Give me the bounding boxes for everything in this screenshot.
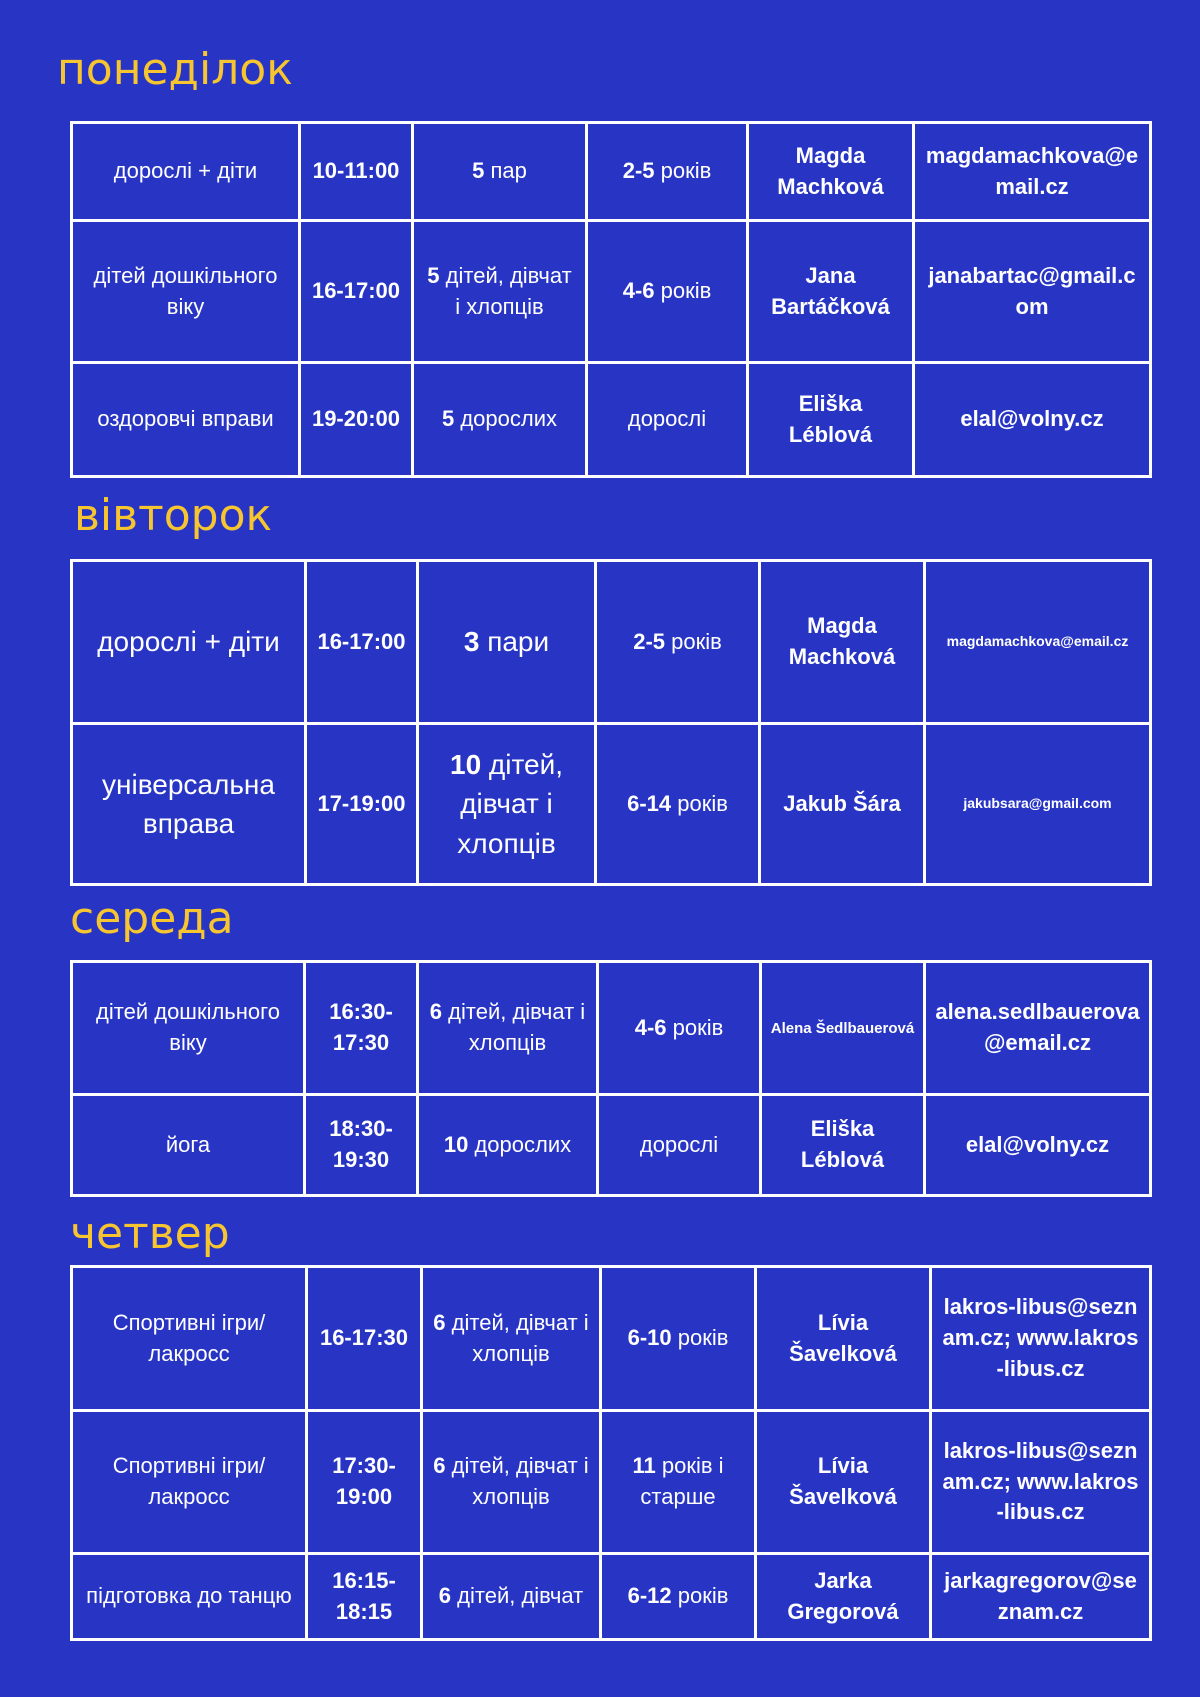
group-cell: дорослі + діти [72, 561, 306, 724]
capacity-text: дітей, дівчат і хлопців [439, 262, 572, 319]
schedule-table-tuesday [70, 559, 1152, 886]
group-cell: підготовка до танцю [72, 1554, 307, 1640]
time-cell: 16-17:00 [300, 221, 413, 363]
group-cell: дітей дошкільного віку [72, 221, 300, 363]
capacity-cell [418, 561, 596, 724]
time-cell: 16-17:00 [306, 561, 418, 724]
capacity-text: дорослих [468, 1131, 572, 1157]
age-number: 4-6 [634, 1014, 667, 1040]
capacity-cell [418, 724, 596, 885]
table-row [72, 561, 1151, 724]
email-cell: janabartac@gmail.com [914, 221, 1151, 363]
capacity-number: 5 [441, 406, 455, 432]
capacity-number: 10 [450, 749, 482, 781]
table-row [72, 1554, 1151, 1640]
age-number: 11 [632, 1453, 656, 1479]
age-text: років і старше [640, 1453, 724, 1509]
email-cell: magdamachkova@email.cz [925, 561, 1151, 724]
age-text: років [671, 1583, 729, 1609]
age-number: 6-14 [627, 790, 672, 816]
group-cell: Спортивні ігри/ лакросс [72, 1267, 307, 1411]
age-text: років [666, 1014, 724, 1040]
day-title-thursday: четвер [70, 1208, 230, 1259]
instructor-cell: Magda Machková [748, 123, 914, 221]
capacity-text: дітей, дівчат і хлопців [442, 999, 586, 1055]
age-cell [587, 363, 748, 477]
capacity-cell [418, 1095, 598, 1196]
table-row [72, 962, 1151, 1095]
email-cell: alena.sedlbauerova@email.cz [925, 962, 1151, 1095]
age-number: 2-5 [622, 158, 655, 184]
age-text: років [671, 790, 728, 816]
table-row [72, 363, 1151, 477]
time-cell: 19-20:00 [300, 363, 413, 477]
capacity-number: 3 [463, 626, 480, 658]
time-cell: 16:15-18:15 [307, 1554, 422, 1640]
capacity-cell [413, 221, 587, 363]
age-cell [601, 1554, 756, 1640]
schedule-table-wednesday [70, 960, 1152, 1197]
email-cell: elal@volny.cz [925, 1095, 1151, 1196]
age-cell [598, 962, 761, 1095]
table-row [72, 123, 1151, 221]
time-cell: 16-17:30 [307, 1267, 422, 1411]
age-number: 6-12 [627, 1583, 672, 1609]
instructor-cell: Jarka Gregorová [756, 1554, 931, 1640]
age-cell [598, 1095, 761, 1196]
capacity-cell [418, 962, 598, 1095]
capacity-text: дітей, дівчат і хлопців [457, 749, 563, 859]
age-text: дорослі [639, 1131, 719, 1157]
capacity-text: дорослих [454, 406, 558, 432]
age-text: років [665, 628, 722, 654]
capacity-cell [413, 123, 587, 221]
capacity-cell [422, 1411, 601, 1554]
schedule-table-thursday [70, 1265, 1152, 1641]
capacity-cell [422, 1267, 601, 1411]
time-cell: 10-11:00 [300, 123, 413, 221]
age-cell [596, 724, 760, 885]
capacity-cell [422, 1554, 601, 1640]
group-cell: дорослі + діти [72, 123, 300, 221]
table-row [72, 1411, 1151, 1554]
age-cell [601, 1267, 756, 1411]
email-cell: magdamachkova@email.cz [914, 123, 1151, 221]
group-cell: йога [72, 1095, 305, 1196]
time-cell: 17:30-19:00 [307, 1411, 422, 1554]
group-cell: оздоровчі вправи [72, 363, 300, 477]
schedule-table-monday [70, 121, 1152, 478]
instructor-cell: Magda Machková [760, 561, 925, 724]
email-cell: lakros-libus@seznam.cz; www.lakros-libus.cz [931, 1411, 1151, 1554]
age-text: дорослі [627, 406, 707, 432]
day-title-tuesday: вівторок [74, 490, 273, 541]
email-cell: jakubsara@gmail.com [925, 724, 1151, 885]
capacity-number: 10 [443, 1131, 469, 1157]
capacity-number: 6 [438, 1583, 452, 1609]
table-row [72, 1095, 1151, 1196]
capacity-number: 6 [429, 999, 443, 1025]
instructor-cell: Eliška Léblová [748, 363, 914, 477]
email-cell: elal@volny.cz [914, 363, 1151, 477]
capacity-text: дітей, дівчат і хлопців [445, 1309, 589, 1366]
age-text: років [671, 1325, 729, 1351]
capacity-text: дітей, дівчат [451, 1583, 584, 1609]
instructor-cell: Alena Šedlbauerová [761, 962, 925, 1095]
instructor-cell: Jakub Šára [760, 724, 925, 885]
day-title-monday: понеділок [57, 44, 293, 95]
table-row [72, 724, 1151, 885]
age-text: років [654, 278, 712, 304]
group-cell: Спортивні ігри/ лакросс [72, 1411, 307, 1554]
age-text: років [654, 158, 712, 184]
age-cell [596, 561, 760, 724]
age-number: 6-10 [627, 1325, 672, 1351]
email-cell: jarkagregorov@seznam.cz [931, 1554, 1151, 1640]
age-cell [601, 1411, 756, 1554]
capacity-number: 5 [472, 158, 485, 184]
instructor-cell: Eliška Léblová [761, 1095, 925, 1196]
instructor-cell: Jana Bartáčková [748, 221, 914, 363]
time-cell: 18:30-19:30 [305, 1095, 418, 1196]
table-row [72, 1267, 1151, 1411]
capacity-number: 6 [433, 1309, 446, 1335]
table-row [72, 221, 1151, 363]
age-number: 4-6 [622, 278, 655, 304]
email-cell: lakros-libus@seznam.cz; www.lakros-libus.cz [931, 1267, 1151, 1411]
capacity-text: дітей, дівчат і хлопців [445, 1453, 589, 1509]
age-number: 2-5 [633, 628, 665, 654]
time-cell: 16:30-17:30 [305, 962, 418, 1095]
capacity-text: пари [479, 626, 550, 658]
age-cell [587, 221, 748, 363]
capacity-text: пар [484, 158, 527, 184]
time-cell: 17-19:00 [306, 724, 418, 885]
day-title-wednesday: середа [70, 893, 234, 944]
group-cell: універсальна вправа [72, 724, 306, 885]
group-cell: дітей дошкільного віку [72, 962, 305, 1095]
age-cell [587, 123, 748, 221]
capacity-cell [413, 363, 587, 477]
capacity-number: 6 [433, 1453, 446, 1479]
capacity-number: 5 [427, 262, 440, 288]
instructor-cell: Lívia Šavelková [756, 1411, 931, 1554]
instructor-cell: Lívia Šavelková [756, 1267, 931, 1411]
